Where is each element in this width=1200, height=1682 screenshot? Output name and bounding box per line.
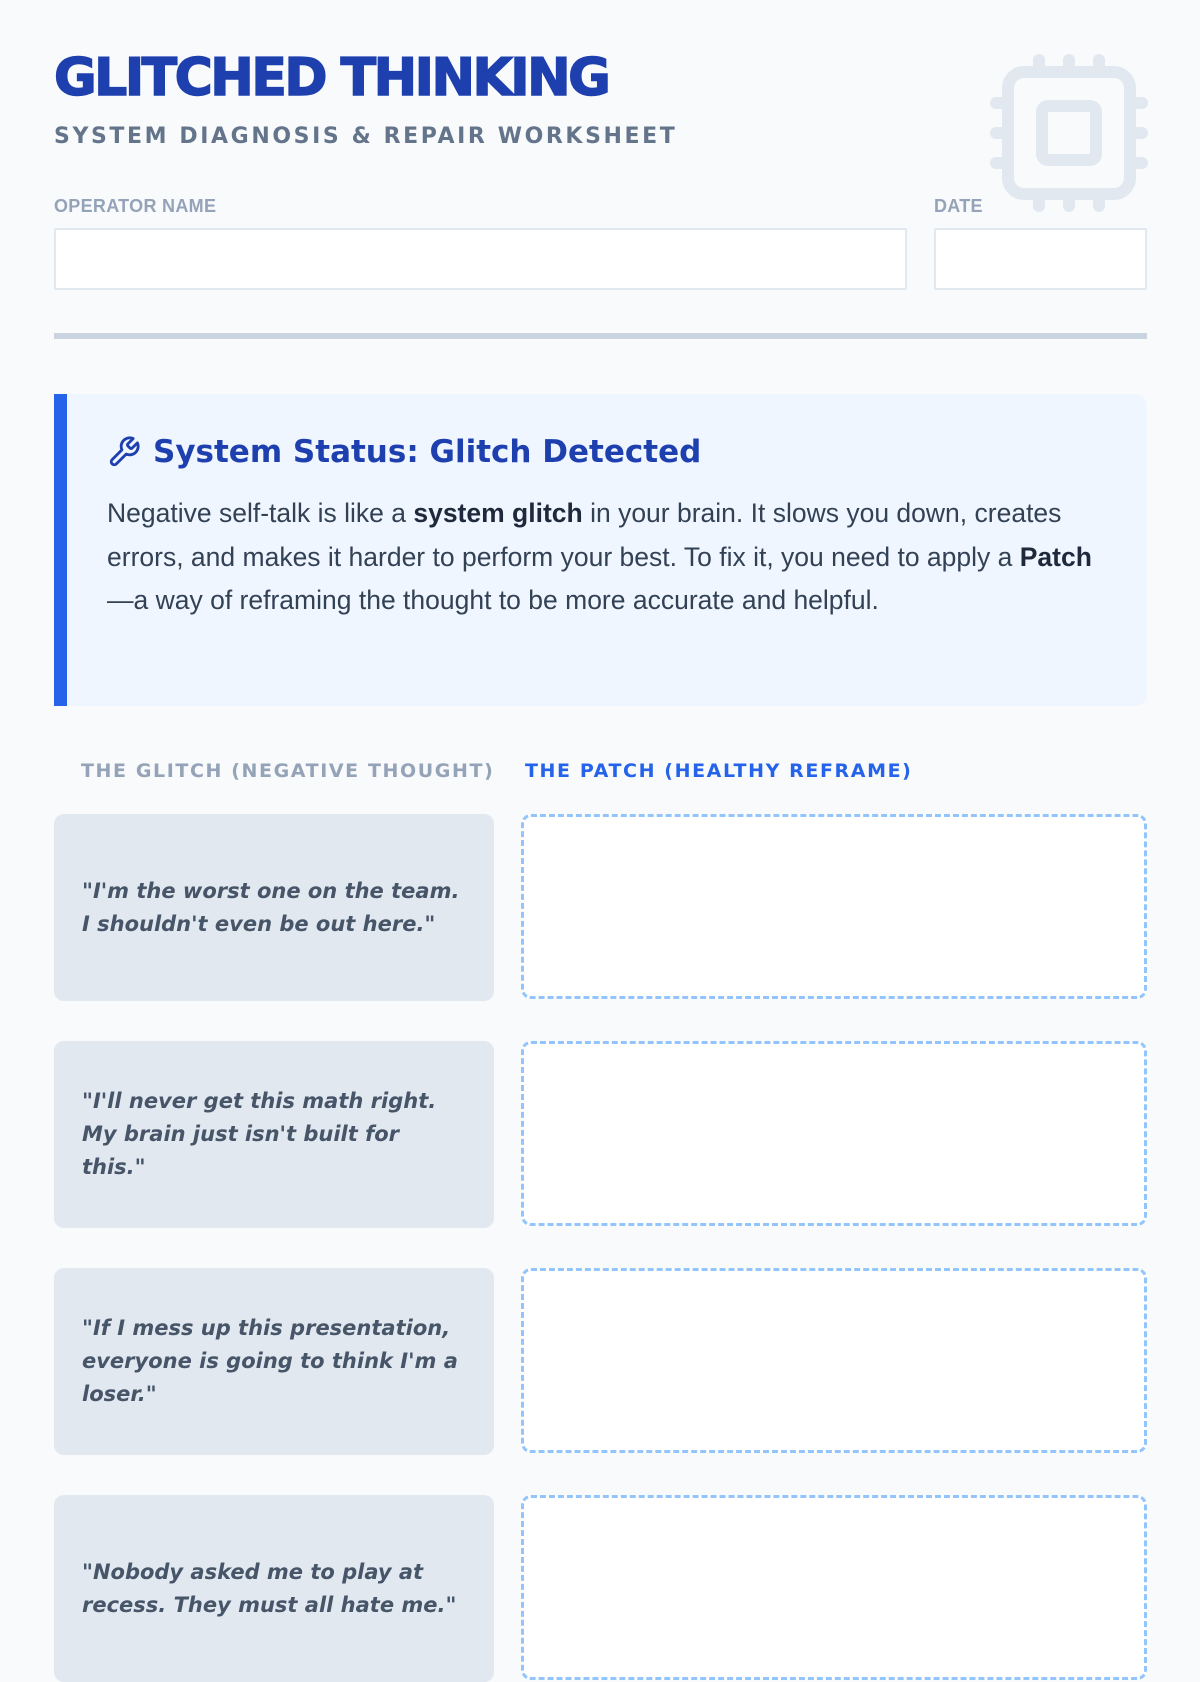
patch-input-box[interactable] bbox=[521, 1268, 1147, 1453]
status-heading bbox=[107, 434, 701, 470]
glitch-card bbox=[54, 1041, 494, 1228]
header-divider bbox=[54, 333, 1147, 339]
patch-input-box[interactable] bbox=[521, 1041, 1147, 1226]
status-title: System Status: Glitch Detected bbox=[153, 434, 702, 470]
status-bold-glitch: system glitch bbox=[413, 498, 583, 528]
glitch-card bbox=[54, 814, 494, 1001]
date-label: DATE bbox=[934, 196, 983, 216]
status-card bbox=[54, 394, 1147, 706]
date-field[interactable] bbox=[934, 228, 1147, 290]
wrench-icon bbox=[107, 435, 141, 469]
operator-name-field[interactable] bbox=[54, 228, 907, 290]
worksheet-row bbox=[54, 814, 1147, 1001]
patch-input-box[interactable] bbox=[521, 814, 1147, 999]
glitch-column-header: THE GLITCH (NEGATIVE THOUGHT) bbox=[81, 760, 495, 782]
glitch-card bbox=[54, 1268, 494, 1455]
worksheet-row bbox=[54, 1041, 1147, 1228]
worksheet-header bbox=[54, 0, 1147, 160]
glitch-thought: "I'll never get this math right. My brain just isn't built for this." bbox=[82, 1089, 437, 1179]
status-text-3: —a way of reframing the thought to be more accurate and helpful. bbox=[107, 585, 879, 615]
glitch-thought: "If I mess up this presentation, everyone is going to think I'm a loser." bbox=[82, 1316, 458, 1406]
glitch-card bbox=[54, 1495, 494, 1682]
worksheet-subtitle: SYSTEM DIAGNOSIS & REPAIR WORKSHEET bbox=[54, 124, 678, 149]
cpu-chip-icon bbox=[994, 58, 1144, 208]
patch-column-header: THE PATCH (HEALTHY REFRAME) bbox=[525, 760, 913, 782]
worksheet-page bbox=[54, 0, 1147, 1617]
glitch-thought: "I'm the worst one on the team. I shouldn't even be out here." bbox=[82, 878, 460, 936]
status-text-1: Negative self-talk is like a bbox=[107, 498, 414, 528]
glitch-thought: "Nobody asked me to play at recess. They must all hate me." bbox=[82, 1559, 457, 1617]
status-text-2: in your brain. It slows you down, creates errors, and makes it harder to perform your best. To fix it, you need to apply a bbox=[107, 498, 1062, 572]
worksheet-row bbox=[54, 1268, 1147, 1455]
worksheet-title: GLITCHED THINKING bbox=[54, 48, 609, 108]
operator-name-label: OPERATOR NAME bbox=[54, 196, 217, 216]
patch-input-box[interactable] bbox=[521, 1495, 1147, 1680]
worksheet-row bbox=[54, 1495, 1147, 1682]
status-bold-patch: Patch bbox=[1019, 541, 1092, 572]
status-description bbox=[107, 492, 1107, 623]
